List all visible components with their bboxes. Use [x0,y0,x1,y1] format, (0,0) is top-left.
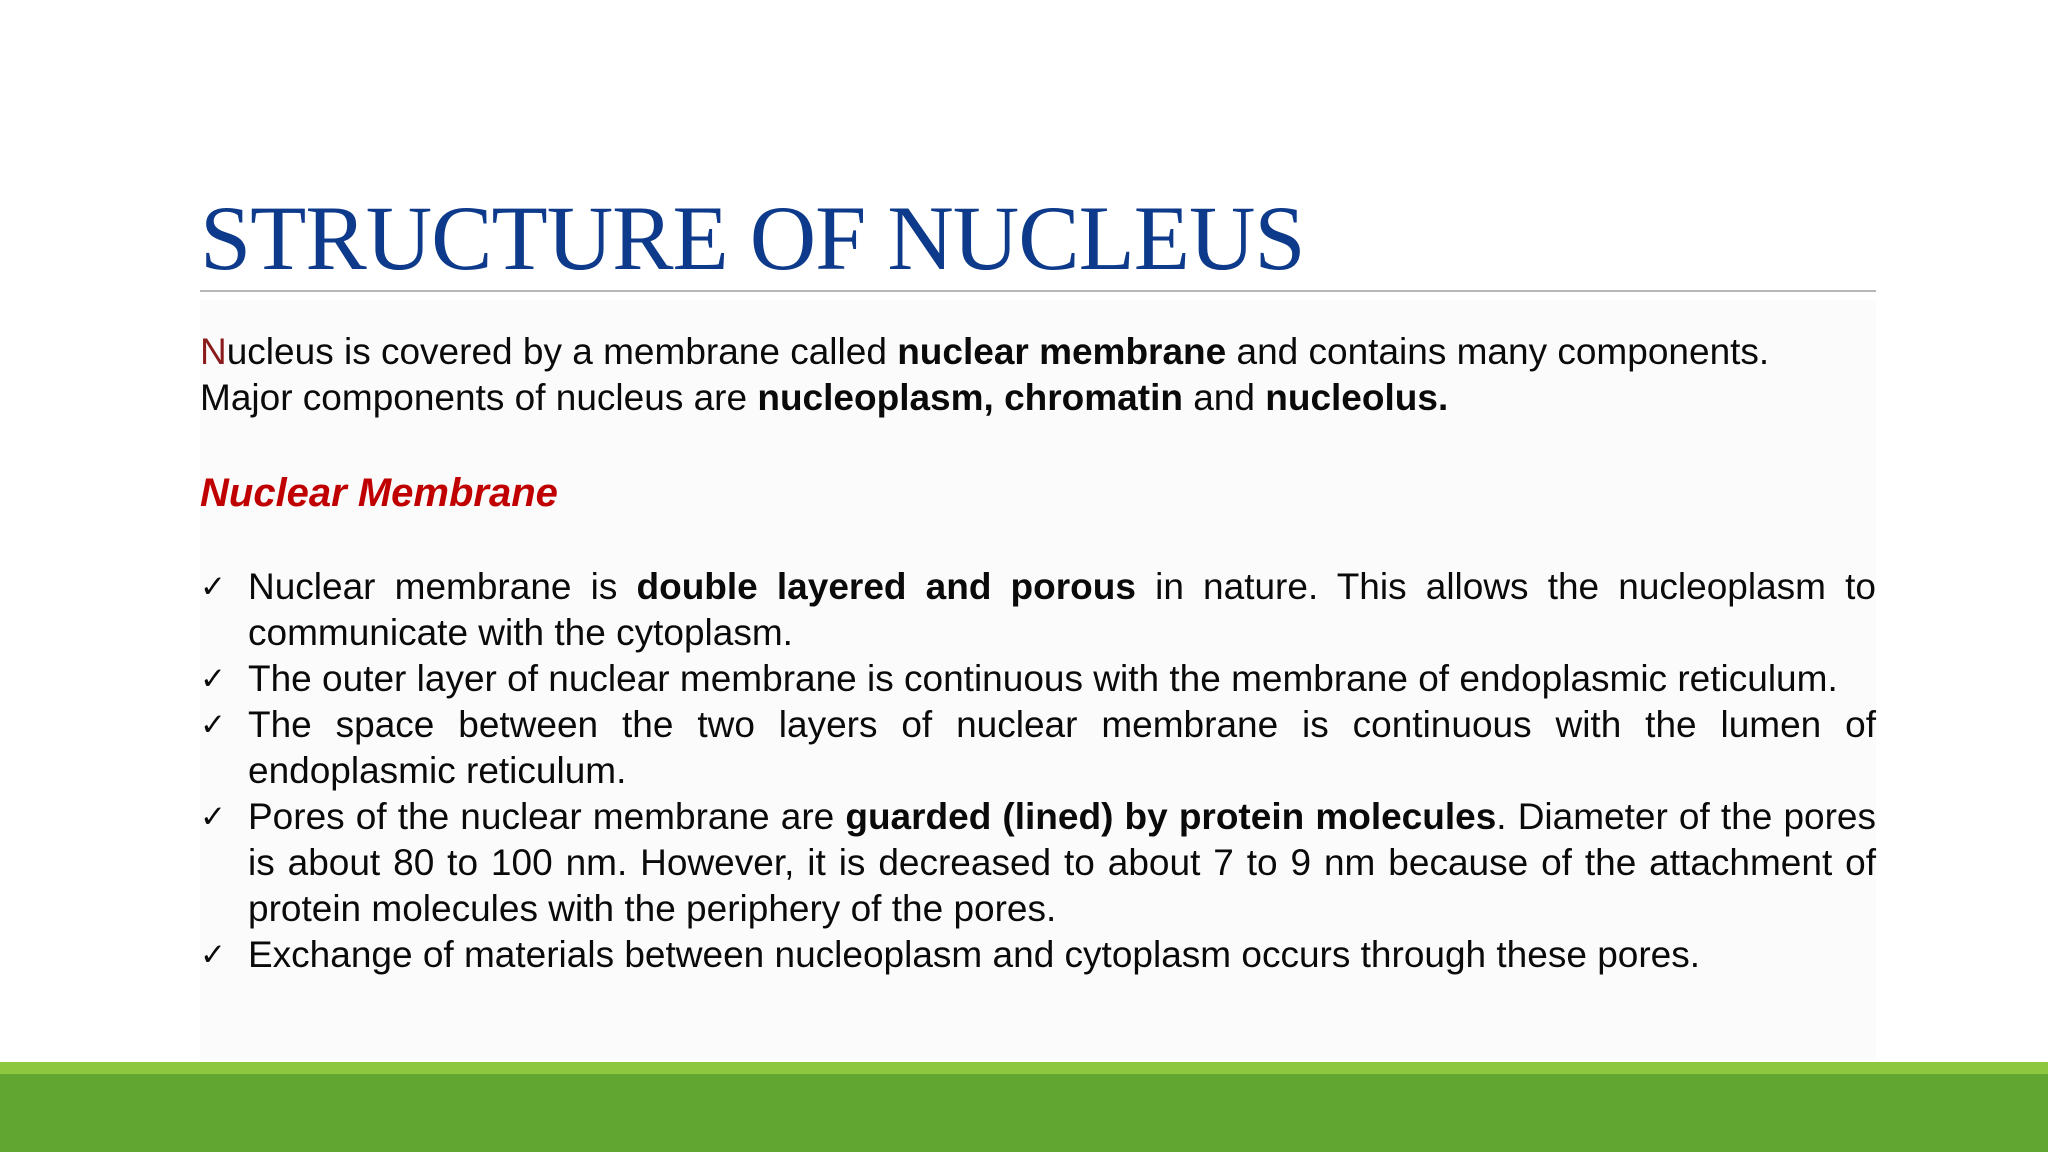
bullet-text: . Diameter of the pores is about 80 to 100 nm. However, it is decreased to about 7 to 9 nm because of the attachment of protein molecules with the periphery of the pores. [248,796,1876,929]
list-item [200,932,1876,978]
list-item [200,564,1876,656]
list-item [200,702,1876,794]
content-area [200,300,1876,1060]
check-icon: ✓ [200,661,226,697]
bullet-text: Exchange of materials between nucleoplasm and cytoplasm occurs through these pores. [248,934,1701,975]
footer-bar-dark [0,1074,2048,1152]
bullet-bold-text: double layered and porous [636,566,1136,607]
intro-text: and [1182,377,1266,418]
bullet-text: Pores of the nuclear membrane are [248,796,846,837]
footer-bar-light [0,1062,2048,1074]
slide-title: STRUCTURE OF NUCLEUS [200,187,1305,289]
intro-text: Major components of nucleus are [200,377,758,418]
bullet-text: The space between the two layers of nuclear membrane is continuous with the lumen of endoplasmic reticulum. [248,704,1876,791]
check-icon: ✓ [200,937,226,973]
title-underline [200,290,1876,292]
intro-text: ucleus is covered by a membrane called [226,331,898,372]
bullet-text: Nuclear membrane is [248,566,637,607]
bullet-text: The outer layer of nuclear membrane is continuous with the membrane of endoplasmic reticulum. [248,658,1838,699]
intro-line-2 [200,375,1876,421]
check-icon: ✓ [200,707,226,743]
list-item [200,656,1876,702]
intro-line-1 [200,329,1876,375]
list-item [200,794,1876,932]
bullet-text: in nature. This allows the nucleoplasm to communicate with the cytoplasm. [248,566,1877,653]
intro-paragraph [200,329,1876,421]
intro-bold-term: nucleoplasm, chromatin [757,377,1183,418]
section-heading: Nuclear Membrane [200,471,558,515]
bullet-list [200,564,1876,978]
intro-first-letter: N [200,331,227,372]
bullet-bold-text: guarded (lined) by protein molecules [845,796,1497,837]
intro-text: and contains many components. [1226,331,1770,372]
intro-bold-term: nuclear membrane [897,331,1227,372]
intro-bold-term: nucleolus. [1265,377,1449,418]
check-icon: ✓ [200,569,226,605]
check-icon: ✓ [200,799,226,835]
